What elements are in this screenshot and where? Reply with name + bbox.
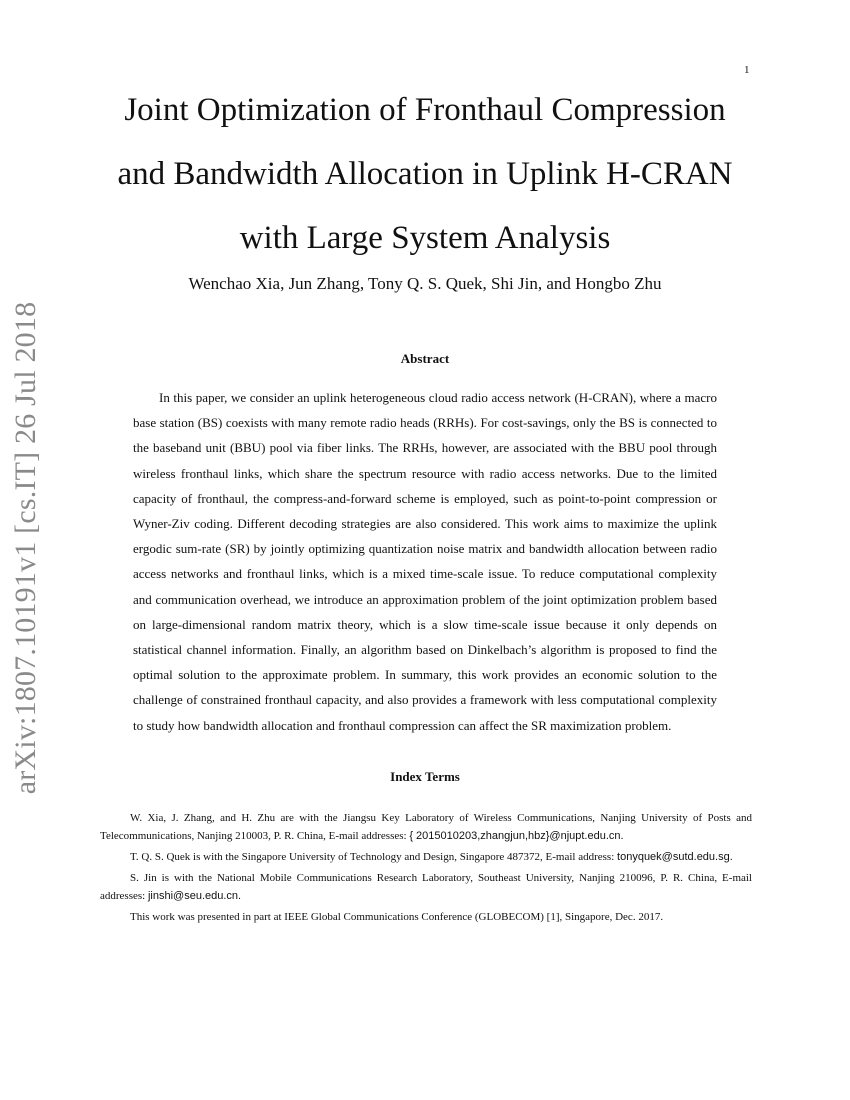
footnote-affiliation-1: [100, 809, 752, 845]
page-number: 1: [744, 64, 750, 76]
footnote-text: S. Jin is with the National Mobile Communications Research Laboratory, Southeast University, Nanjing 210096, P. R. China, E-mail addresses:: [100, 872, 752, 902]
footnote-email: { 2015010203,zhangjun,hbz}@njupt.edu.cn.: [409, 830, 624, 842]
title-line-2: and Bandwidth Allocation in Uplink H-CRAN: [117, 156, 733, 192]
footnote-text: T. Q. S. Quek is with the Singapore University of Technology and Design, Singapore 487372, E-mail address:: [130, 851, 618, 863]
footnote-text: This work was presented in part at IEEE Global Communications Conference (GLOBECOM) [1], Singapore, Dec. 2017.: [130, 911, 664, 923]
title-line-3: with Large System Analysis: [239, 220, 611, 256]
footnote-affiliation-3: [100, 869, 752, 905]
footnote-email: jinshi@seu.edu.cn.: [147, 890, 242, 902]
abstract-body: In this paper, we consider an uplink heterogeneous cloud radio access network (H-CRAN), where a macro base station (BS) coexists with many remote radio heads (RRHs). For cost-savings, only the BS is connected to the baseband unit (BBU) pool via fiber links. The RRHs, however, are associated with the BBU pool through wireless fronthaul links, which share the spectrum resource with radio access networks. Due to the limited capacity of fronthaul, the compress-and-forward scheme is employed, such as point-to-point compression or Wyner-Ziv coding. Different decoding strategies are also considered. This work aims to maximize the uplink ergodic sum-rate (SR) by jointly optimizing quantization noise matrix and bandwidth allocation between radio access networks and fronthaul links, which is a mixed time-scale issue. To reduce computational complexity and communication overhead, we introduce an approximation problem of the joint optimization problem based on large-dimensional random matrix theory, which is a slow time-scale issue because it only depends on statistical channel information. Finally, an algorithm based on Dinkelbach’s algorithm is proposed to find the optimal solution to the approximate problem. In summary, this work provides an economic solution to the challenge of constrained fronthaul capacity, and also provides a framework with less computational complexity to study how bandwidth allocation and fronthaul compression can affect the SR maximization problem.: [133, 390, 717, 733]
index-terms-heading: Index Terms: [390, 769, 460, 784]
footnote-affiliation-2: [100, 848, 752, 866]
author-list: Wenchao Xia, Jun Zhang, Tony Q. S. Quek, Shi Jin, and Hongbo Zhu: [188, 274, 662, 293]
footnote-text: W. Xia, J. Zhang, and H. Zhu are with the Jiangsu Key Laboratory of Wireless Communications, Nanjing University of Posts and Telecommunications, Nanjing 210003, P. R. China, E-mail addresses:: [100, 812, 752, 842]
arxiv-id: arXiv:1807.10191v1 [cs.IT] 26 Jul 2018: [9, 301, 42, 795]
abstract-heading: Abstract: [400, 351, 450, 366]
footnote-conference: [100, 908, 752, 926]
title-line-1: Joint Optimization of Fronthaul Compression: [124, 92, 726, 128]
footnote-email: tonyquek@sutd.edu.sg.: [617, 851, 733, 863]
paper-title: [0, 78, 850, 270]
footnotes: [100, 809, 752, 929]
